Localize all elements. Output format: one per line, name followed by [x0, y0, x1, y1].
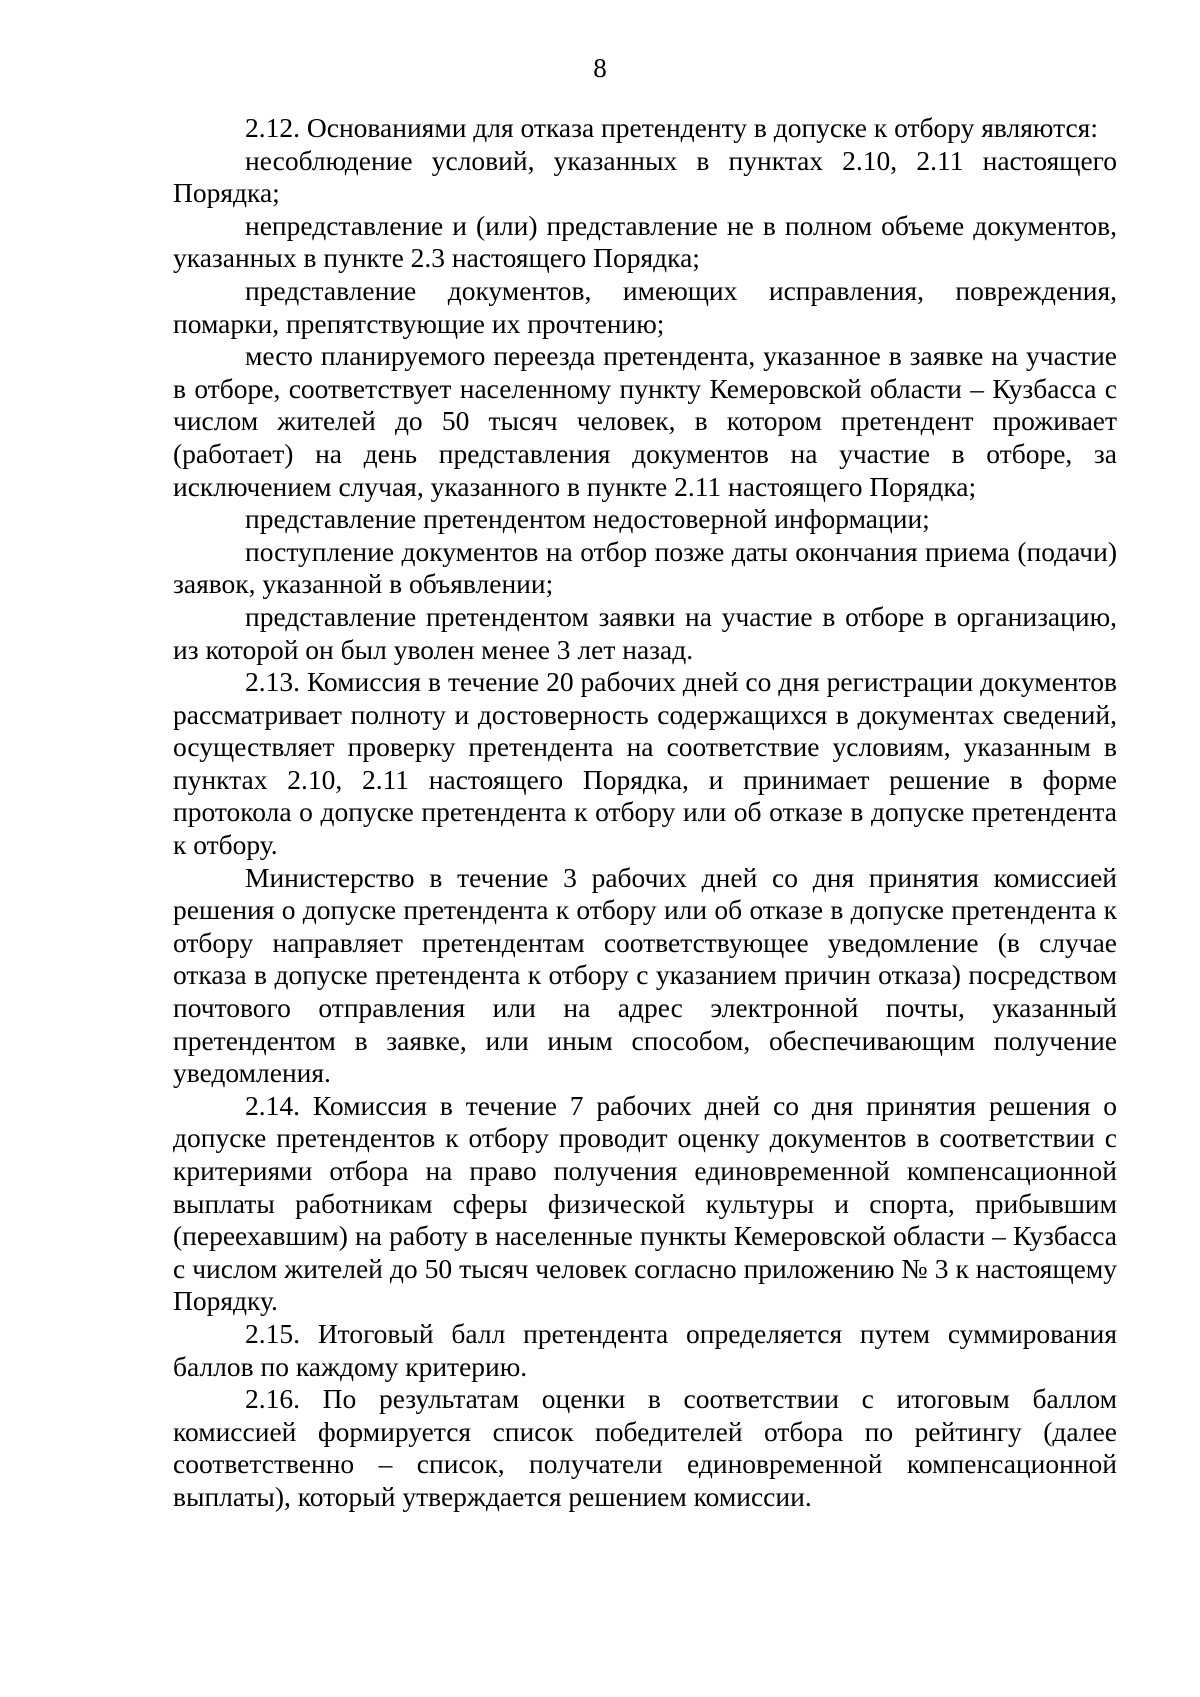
paragraph-2-14: 2.14. Комиссия в течение 7 рабочих дней со дня принятия решения о допуске претендентов к отбору проводит оценку документов в соответствии с критериями отбора на право получения единовременной компенсационной выплаты работникам сферы физической культуры и спорта, прибывшим (переехавшим) на работу в населенные пункты Кемеровской области – Кузбасса с числом жителей до 50 тысяч человек согласно приложению № 3 к настоящему Порядку. — [173, 1089, 1117, 1317]
paragraph-2-13: 2.13. Комиссия в течение 20 рабочих дней со дня регистрации документов рассматривает полноту и достоверность содержащихся в документах сведений, осуществляет проверку претендента на соответствие условиям, указанным в пунктах 2.10, 2.11 настоящего Порядка, и принимает решение в форме протокола о допуске претендента к отбору или об отказе в допуске претендента к отбору. — [173, 666, 1117, 861]
document-body — [173, 112, 1117, 1514]
paragraph-2-16: 2.16. По результатам оценки в соответствии с итоговым баллом комиссией формируется список победителей отбора по рейтингу (далее соответственно – список, получатели единовременной компенсационной выплаты), который утверждается решением комиссии. — [173, 1383, 1117, 1512]
list-item-former-employer: представление претендентом заявки на участие в отборе в организацию, из которой он был уволен менее 3 лет назад. — [173, 600, 1117, 665]
list-item-false-information: представление претендентом недостоверной информации; — [245, 503, 930, 535]
page-number: 8 — [593, 53, 607, 83]
list-item-late-submission: поступление документов на отбор позже даты окончания приема (подачи) заявок, указанной в объявлении; — [173, 535, 1117, 600]
list-item-conditions: несоблюдение условий, указанных в пунктах 2.10, 2.11 настоящего Порядка; — [173, 144, 1117, 209]
paragraph-2-12: 2.12. Основаниями для отказа претенденту в допуске к отбору являются: — [245, 112, 1098, 143]
list-item-relocation-place: место планируемого переезда претендента, указанное в заявке на участие в отборе, соответствует населенному пункту Кемеровской области – Кузбасса с числом жителей до 50 тысяч человек, в котором претендент проживает (работает) на день представления документов на участие в отборе, за исключением случая, указанного в пункте 2.11 настоящего Порядка; — [173, 340, 1117, 502]
paragraph-2-15: 2.15. Итоговый балл претендента определяется путем суммирования баллов по каждому критерию. — [173, 1317, 1117, 1382]
paragraph-ministry-notice: Министерство в течение 3 рабочих дней со дня принятия комиссией решения о допуске претендента к отбору или об отказе в допуске претендента к отбору направляет претендентам соответствующее уведомление (в случае отказа в допуске претендента к отбору с указанием причин отказа) посредством почтового отправления или на адрес электронной почты, указанный претендентом в заявке, или иным способом, обеспечивающим получение уведомления. — [173, 861, 1117, 1089]
list-item-documents-damaged: представление документов, имеющих исправления, повреждения, помарки, препятствующие их прочтению; — [173, 274, 1117, 339]
list-item-documents-missing: непредставление и (или) представление не в полном объеме документов, указанных в пункте 2.3 настоящего Порядка; — [173, 209, 1117, 274]
